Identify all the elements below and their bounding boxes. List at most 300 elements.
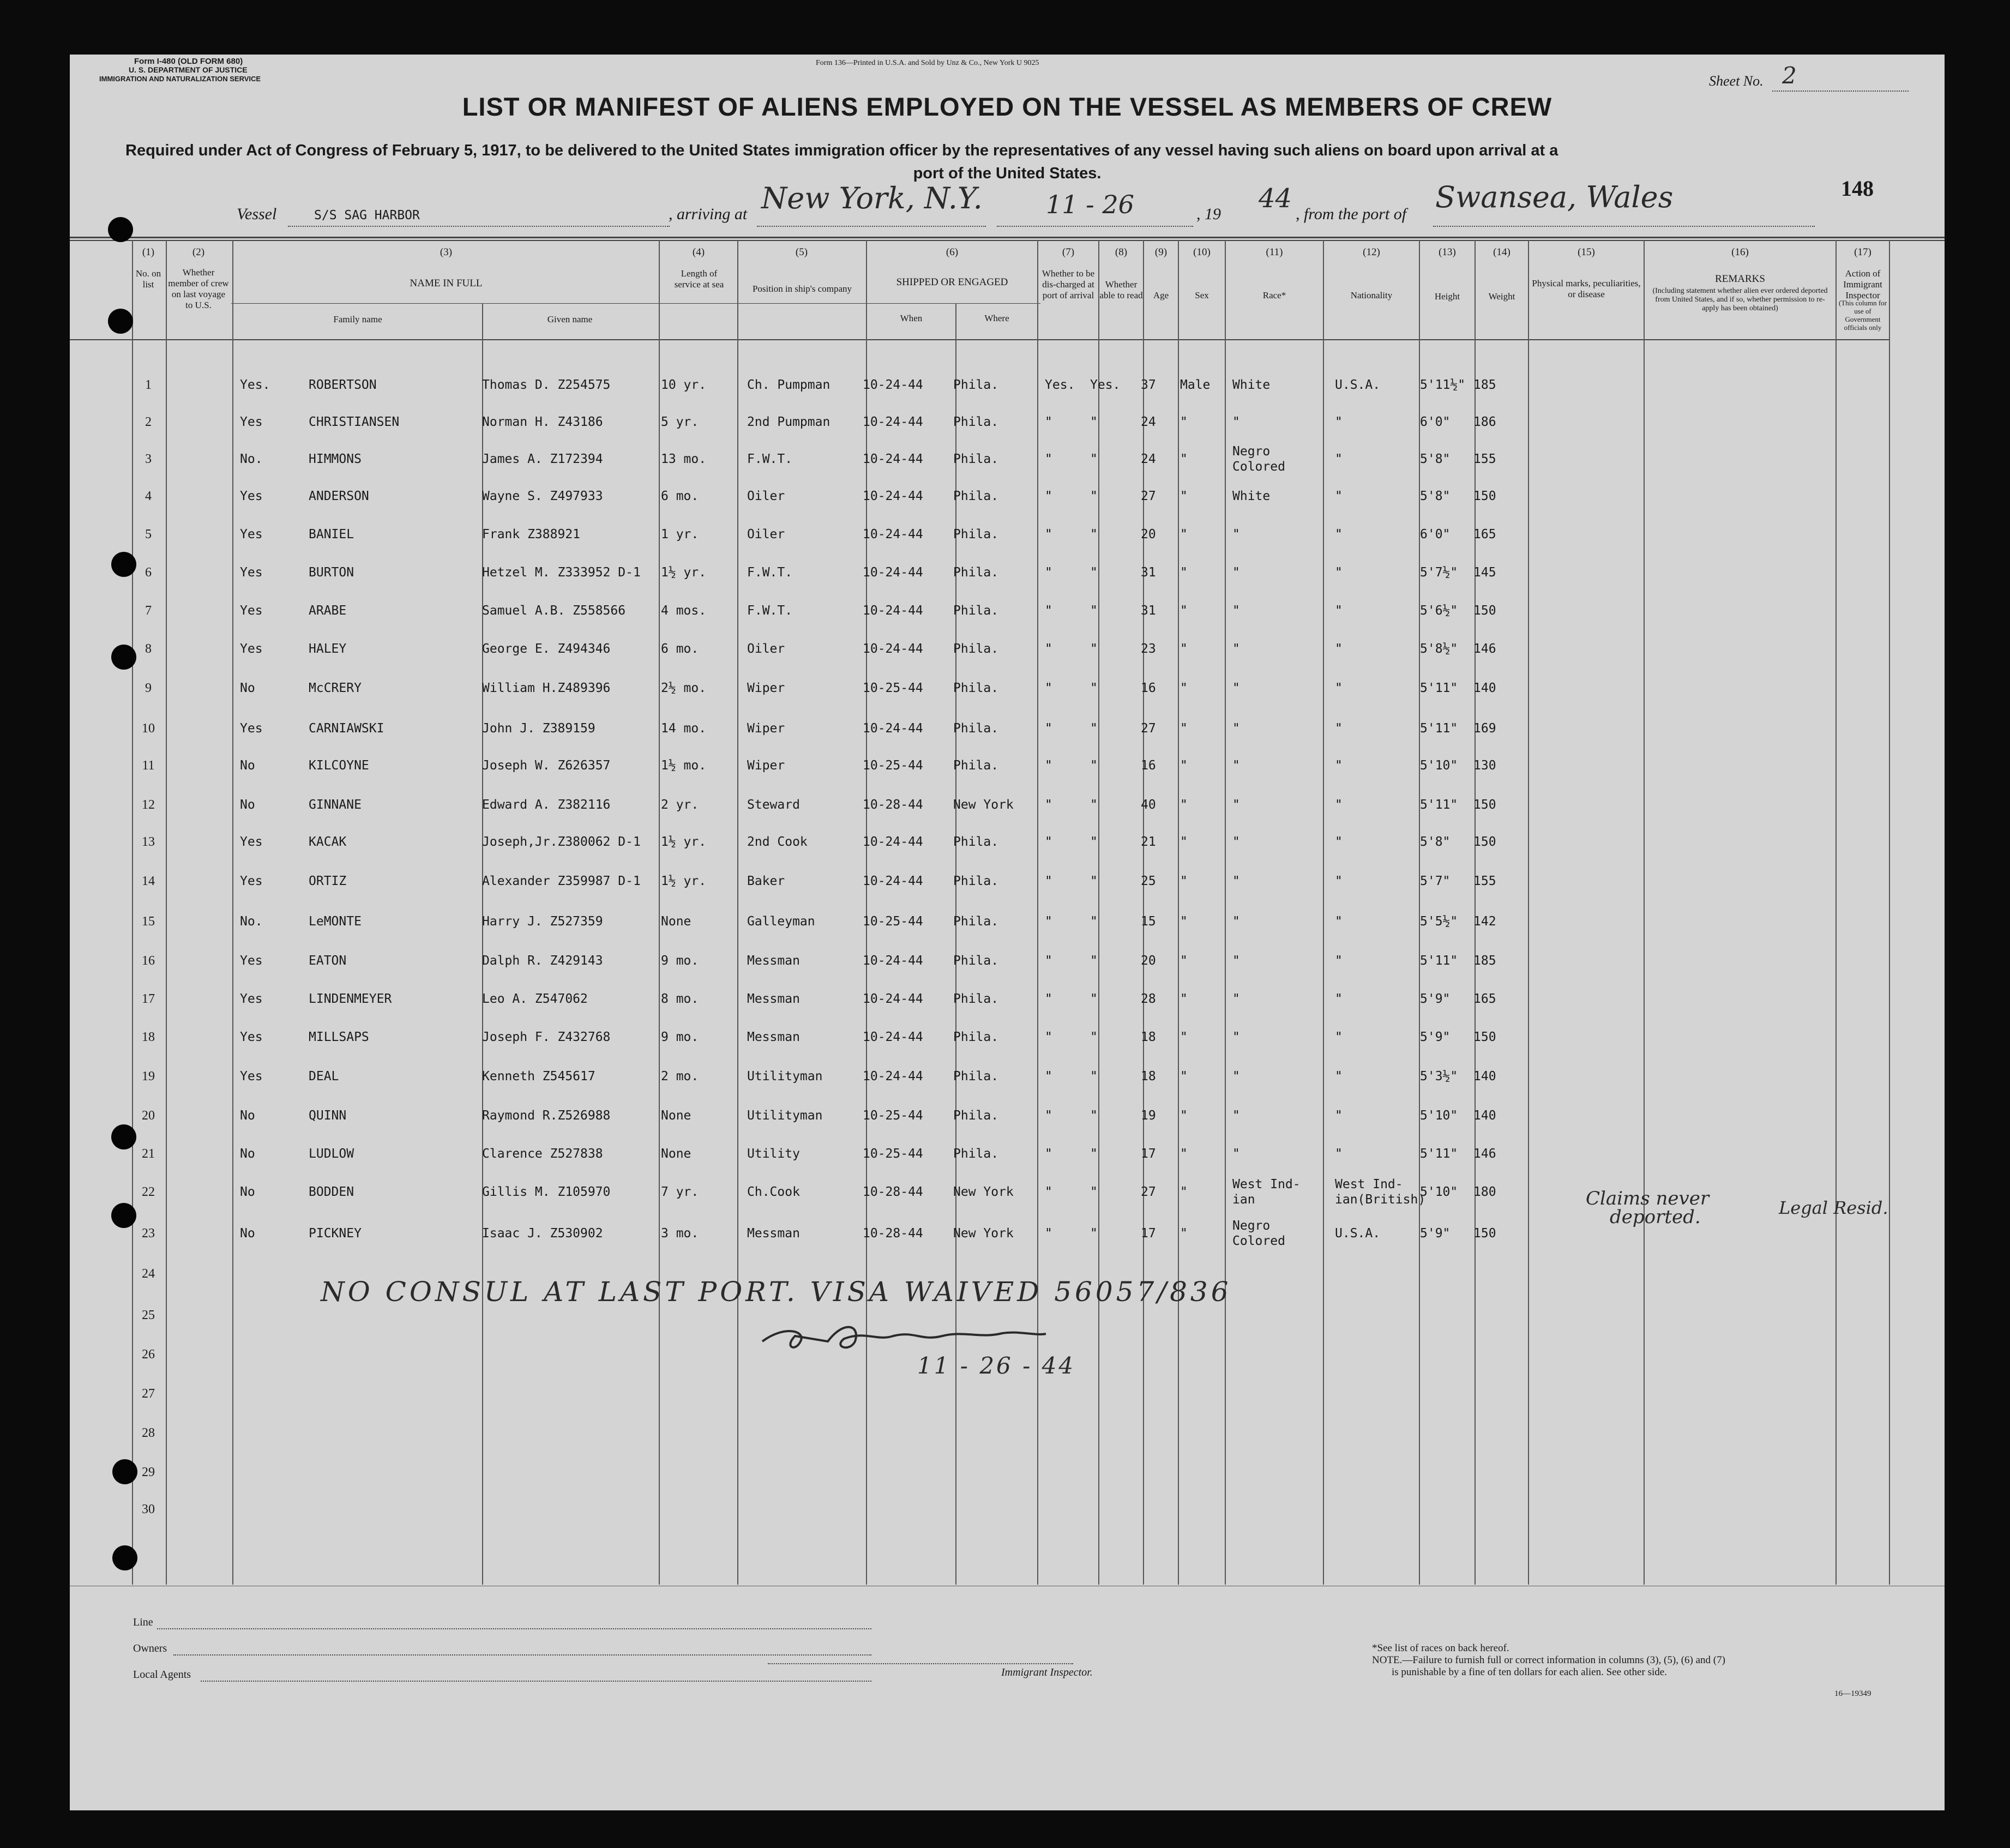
cell-height: 5'8": [1420, 489, 1451, 503]
cell-prev: Yes: [240, 604, 263, 618]
cell-given: John J. Z389159: [482, 721, 595, 736]
immigrant-inspector-label: Immigrant Inspector.: [1001, 1666, 1093, 1678]
races-note: *See list of races on back hereof.: [1372, 1642, 1509, 1654]
col-head-when: When: [900, 313, 923, 323]
cell-age: 20: [1141, 527, 1156, 541]
table-row: [70, 489, 1945, 510]
row-number: 2: [145, 415, 152, 429]
cell-read: ": [1090, 1226, 1098, 1241]
from-port-label: , from the port of: [1296, 205, 1407, 223]
cell-read: ": [1090, 874, 1098, 888]
cell-service: None: [661, 914, 691, 929]
col-num-6: (6): [946, 246, 959, 258]
col-num-12: (12): [1363, 246, 1380, 258]
cell-where: Phila.: [953, 759, 999, 773]
cell-discharged: ": [1045, 642, 1052, 656]
row-number: 13: [142, 835, 155, 849]
col-num-14: (14): [1493, 246, 1510, 258]
cell-age: 28: [1141, 992, 1156, 1006]
cell-sex: ": [1180, 415, 1188, 429]
cell-given: Frank Z388921: [482, 527, 581, 541]
cell-read: ": [1090, 681, 1098, 695]
cell-sex: ": [1180, 1069, 1188, 1083]
cell-given: Clarence Z527838: [482, 1147, 603, 1161]
cell-family: ARABE: [309, 604, 347, 618]
table-row: [70, 565, 1945, 587]
row-number: 7: [145, 604, 152, 618]
cell-family: HALEY: [309, 642, 347, 656]
fine-note-line-1: NOTE.—Failure to furnish full or correct information in columns (3), (5), (6) and (7): [1372, 1654, 1725, 1666]
cell-sex: ": [1180, 604, 1188, 618]
cell-height: 5'10": [1420, 1185, 1458, 1199]
cell-nationality: ": [1335, 1109, 1343, 1123]
cell-discharged: ": [1045, 759, 1052, 773]
table-row: [70, 1069, 1945, 1091]
cell-nationality: U.S.A.: [1335, 378, 1381, 392]
cell-position: Messman: [747, 1030, 800, 1044]
cell-given: Dalph R. Z429143: [482, 954, 603, 968]
cell-when: 10-24-44: [863, 835, 923, 849]
col-head-weight: Weight: [1488, 291, 1515, 302]
col-head-position: Position in ship's company: [752, 284, 852, 294]
cell-race: ": [1232, 954, 1240, 968]
cell-read: ": [1090, 798, 1098, 812]
cell-height: 5'6½": [1420, 604, 1458, 618]
cell-height: 5'10": [1420, 759, 1458, 773]
cell-when: 10-24-44: [863, 1069, 923, 1083]
col-num-4: (4): [692, 246, 705, 258]
cell-weight: 150: [1473, 604, 1496, 618]
cell-where: New York: [953, 798, 1014, 812]
binder-hole: [111, 1124, 136, 1149]
cell-family: ORTIZ: [309, 874, 347, 888]
cell-where: Phila.: [953, 415, 999, 429]
binder-hole: [111, 1203, 136, 1228]
cell-position: Oiler: [747, 527, 785, 541]
cell-prev: Yes: [240, 835, 263, 849]
cell-discharged: ": [1045, 1069, 1052, 1083]
cell-discharged: ": [1045, 1030, 1052, 1044]
cell-race: ": [1232, 642, 1240, 656]
cell-when: 10-28-44: [863, 1226, 923, 1241]
cell-where: Phila.: [953, 874, 999, 888]
cell-service: 1½ yr.: [661, 874, 707, 888]
col-num-15: (15): [1578, 246, 1595, 258]
col-head-discharged: Whether to be dis-charged at port of arrival: [1042, 268, 1095, 300]
row-number: 23: [142, 1226, 155, 1241]
cell-when: 10-25-44: [863, 681, 923, 695]
cell-race: ": [1232, 527, 1240, 541]
cell-where: Phila.: [953, 681, 999, 695]
row-number: 11: [142, 759, 155, 773]
cell-where: Phila.: [953, 1030, 999, 1044]
binder-hole: [111, 645, 136, 670]
col-head-read: Whether able to read: [1099, 279, 1143, 300]
cell-family: PICKNEY: [309, 1226, 362, 1241]
empty-row-number: 27: [142, 1387, 155, 1401]
subtitle-line-2: port of the United States.: [913, 165, 1102, 182]
cell-service: 1½ mo.: [661, 759, 707, 773]
cell-read: ": [1090, 835, 1098, 849]
cell-weight: 145: [1473, 565, 1496, 580]
cell-prev: Yes: [240, 992, 263, 1006]
fine-note-line-2: is punishable by a fine of ten dollars for each alien. See other side.: [1392, 1666, 1667, 1678]
cell-where: Phila.: [953, 604, 999, 618]
arrival-year: 44: [1259, 183, 1292, 214]
empty-row-number: 25: [142, 1308, 155, 1322]
binder-hole: [108, 309, 133, 334]
cell-weight: 165: [1473, 527, 1496, 541]
table-row: [70, 721, 1945, 743]
row-number: 22: [142, 1185, 155, 1199]
cell-weight: 180: [1473, 1185, 1496, 1199]
cell-where: Phila.: [953, 527, 999, 541]
table-row: [70, 444, 1945, 474]
cell-discharged: ": [1045, 914, 1052, 929]
cell-family: ANDERSON: [309, 489, 369, 503]
cell-age: 31: [1141, 565, 1156, 580]
cell-height: 5'11": [1420, 954, 1458, 968]
cell-height: 5'9": [1420, 1030, 1451, 1044]
cell-height: 5'11": [1420, 721, 1458, 736]
cell-nationality: ": [1335, 565, 1343, 580]
row-number: 9: [145, 681, 152, 695]
cell-service: 9 mo.: [661, 954, 699, 968]
cell-race: ": [1232, 1109, 1240, 1123]
cell-prev: Yes.: [240, 378, 270, 392]
empty-row-number: 26: [142, 1347, 155, 1362]
cell-given: Hetzel M. Z333952 D-1: [482, 565, 641, 580]
cell-family: MILLSAPS: [309, 1030, 369, 1044]
cell-read: ": [1090, 721, 1098, 736]
cell-when: 10-24-44: [863, 604, 923, 618]
cell-read: ": [1090, 489, 1098, 503]
cell-read: ": [1090, 1030, 1098, 1044]
cell-nationality: U.S.A.: [1335, 1226, 1381, 1241]
col-head-name: NAME IN FULL: [410, 278, 483, 289]
cell-nationality: ": [1335, 759, 1343, 773]
cell-weight: 155: [1473, 874, 1496, 888]
col-num-10: (10): [1193, 246, 1211, 258]
cell-nationality: ": [1335, 992, 1343, 1006]
cell-discharged: ": [1045, 1226, 1052, 1241]
cell-when: 10-24-44: [863, 415, 923, 429]
cell-race: White: [1232, 378, 1271, 392]
cell-race: ": [1232, 835, 1240, 849]
cell-race: ": [1232, 992, 1240, 1006]
cell-where: Phila.: [953, 489, 999, 503]
cell-discharged: ": [1045, 452, 1052, 466]
cell-nationality: ": [1335, 954, 1343, 968]
cell-service: 9 mo.: [661, 1030, 699, 1044]
table-row: [70, 914, 1945, 936]
binder-hole: [108, 217, 133, 242]
col-num-1: (1): [142, 246, 155, 258]
cell-weight: 150: [1473, 1030, 1496, 1044]
cell-height: 5'8½": [1420, 642, 1458, 656]
cell-height: 5'11": [1420, 798, 1458, 812]
row-number: 1: [145, 378, 152, 392]
cell-age: 17: [1141, 1226, 1156, 1241]
cell-read: ": [1090, 1147, 1098, 1161]
cell-prev: Yes: [240, 642, 263, 656]
cell-nationality: ": [1335, 874, 1343, 888]
cell-height: 5'7½": [1420, 565, 1458, 580]
cell-nationality: West Ind-: [1335, 1177, 1403, 1191]
cell-sex: ": [1180, 798, 1188, 812]
cell-sex: ": [1180, 1030, 1188, 1044]
cell-sex: ": [1180, 527, 1188, 541]
cell-age: 40: [1141, 798, 1156, 812]
cell-height: 5'11": [1420, 681, 1458, 695]
empty-row-number: 30: [142, 1502, 155, 1516]
cell-given: Joseph,Jr.Z380062 D-1: [482, 835, 641, 849]
col-head-sex: Sex: [1195, 290, 1209, 300]
cell-position: Oiler: [747, 489, 785, 503]
cell-prev: No: [240, 1109, 255, 1123]
cell-prev: No.: [240, 914, 263, 929]
cell-family: EATON: [309, 954, 347, 968]
cell-weight: 140: [1473, 1109, 1496, 1123]
sheet-label: Sheet No.: [1709, 73, 1764, 89]
cell-service: 2½ mo.: [661, 681, 707, 695]
cell-discharged: ": [1045, 721, 1052, 736]
cell-height: 5'5½": [1420, 914, 1458, 929]
col-head-family: Family name: [333, 314, 382, 324]
cell-age: 37: [1141, 378, 1156, 392]
empty-row-number: 28: [142, 1426, 155, 1440]
cell-prev: Yes: [240, 1030, 263, 1044]
cell-discharged: ": [1045, 954, 1052, 968]
cell-nationality: ": [1335, 415, 1343, 429]
cell-age: 17: [1141, 1147, 1156, 1161]
service-name: IMMIGRATION AND NATURALIZATION SERVICE: [99, 75, 261, 83]
cell-race: ": [1232, 1147, 1240, 1161]
cell-read: ": [1090, 527, 1098, 541]
cell-position: Utilityman: [747, 1109, 823, 1123]
cell-discharged: Yes.: [1045, 378, 1075, 392]
page-number: 148: [1841, 176, 1874, 201]
cell-nationality: ": [1335, 1147, 1343, 1161]
cell-prev: Yes: [240, 489, 263, 503]
cell-race: ": [1232, 565, 1240, 580]
sheet-number: 2: [1782, 62, 1797, 89]
line-label: Line: [133, 1616, 153, 1628]
row-number: 12: [142, 798, 155, 812]
col-num-7: (7): [1062, 246, 1075, 258]
cell-race-line-2: ian: [1232, 1193, 1255, 1207]
cell-nationality: ": [1335, 681, 1343, 695]
cell-height: 5'7": [1420, 874, 1451, 888]
cell-nationality: ": [1335, 452, 1343, 466]
cell-read: ": [1090, 914, 1098, 929]
cell-position: Galleyman: [747, 914, 815, 929]
cell-sex: ": [1180, 565, 1188, 580]
cell-position: Utility: [747, 1147, 800, 1161]
cell-position: F.W.T.: [747, 604, 793, 618]
cell-race: ": [1232, 798, 1240, 812]
owners-label: Owners: [133, 1642, 167, 1654]
cell-nationality: ": [1335, 798, 1343, 812]
table-row: [70, 1219, 1945, 1248]
cell-read: ": [1090, 1109, 1098, 1123]
cell-weight: 150: [1473, 489, 1496, 503]
cell-race: ": [1232, 681, 1240, 695]
arrival-date: 11 - 26: [1046, 190, 1134, 219]
cell-discharged: ": [1045, 992, 1052, 1006]
cell-read: ": [1090, 954, 1098, 968]
remark-row-22-line-1: Claims never: [1586, 1188, 1710, 1209]
cell-family: CHRISTIANSEN: [309, 415, 400, 429]
cell-height: 5'11½": [1420, 378, 1466, 392]
cell-given: Leo A. Z547062: [482, 992, 588, 1006]
cell-race: ": [1232, 874, 1240, 888]
cell-position: F.W.T.: [747, 452, 793, 466]
cell-sex: ": [1180, 452, 1188, 466]
col-head-remarks: REMARKS: [1715, 273, 1765, 285]
binder-hole: [111, 552, 136, 577]
cell-when: 10-24-44: [863, 378, 923, 392]
cell-sex: Male: [1180, 378, 1211, 392]
col-head-race: Race*: [1262, 290, 1286, 300]
cell-height: 6'0": [1420, 415, 1451, 429]
form-code: 16—19349: [1834, 1689, 1871, 1698]
arriving-at: New York, N.Y.: [761, 181, 983, 215]
cell-family: LeMONTE: [309, 914, 362, 929]
cell-race: ": [1232, 415, 1240, 429]
cell-family: BODDEN: [309, 1185, 354, 1199]
cell-sex: ": [1180, 489, 1188, 503]
cell-discharged: ": [1045, 1109, 1052, 1123]
cell-weight: 130: [1473, 759, 1496, 773]
cell-position: Messman: [747, 954, 800, 968]
cell-race: ": [1232, 721, 1240, 736]
cell-where: Phila.: [953, 378, 999, 392]
cell-service: 1½ yr.: [661, 835, 707, 849]
cell-when: 10-28-44: [863, 798, 923, 812]
cell-service: 10 yr.: [661, 378, 707, 392]
cell-discharged: ": [1045, 489, 1052, 503]
cell-prev: Yes: [240, 527, 263, 541]
cell-weight: 146: [1473, 1147, 1496, 1161]
col-num-17: (17): [1854, 246, 1871, 258]
from-port: Swansea, Wales: [1435, 180, 1674, 214]
cell-given: Thomas D. Z254575: [482, 378, 611, 392]
table-row: [70, 797, 1945, 819]
cell-discharged: ": [1045, 415, 1052, 429]
cell-discharged: ": [1045, 681, 1052, 695]
cell-where: Phila.: [953, 1069, 999, 1083]
cell-race: ": [1232, 1030, 1240, 1044]
table-row: [70, 641, 1945, 663]
col-head-action: Action of Immigrant Inspector: [1843, 268, 1882, 300]
cell-position: F.W.T.: [747, 565, 793, 580]
cell-read: ": [1090, 642, 1098, 656]
cell-weight: 165: [1473, 992, 1496, 1006]
row-number: 19: [142, 1069, 155, 1083]
cell-race: Negro: [1232, 444, 1271, 459]
cell-family: LINDENMEYER: [309, 992, 392, 1006]
cell-where: Phila.: [953, 1109, 999, 1123]
cell-discharged: ": [1045, 1185, 1052, 1199]
arriving-label: , arriving at: [669, 205, 748, 223]
cell-height: 5'10": [1420, 1109, 1458, 1123]
cell-discharged: ": [1045, 604, 1052, 618]
cell-when: 10-24-44: [863, 642, 923, 656]
cell-age: 23: [1141, 642, 1156, 656]
empty-row-number: 29: [142, 1465, 155, 1479]
cell-prev: No: [240, 1185, 255, 1199]
cell-given: Samuel A.B. Z558566: [482, 604, 626, 618]
col-head-shipped: SHIPPED OR ENGAGED: [896, 276, 1008, 288]
cell-position: Wiper: [747, 759, 785, 773]
cell-service: 5 yr.: [661, 415, 699, 429]
cell-weight: 169: [1473, 721, 1496, 736]
cell-family: GINNANE: [309, 798, 362, 812]
cell-sex: ": [1180, 1185, 1188, 1199]
cell-height: 5'3½": [1420, 1069, 1458, 1083]
cell-race: ": [1232, 914, 1240, 929]
cell-weight: 142: [1473, 914, 1496, 929]
cell-service: 6 mo.: [661, 642, 699, 656]
signature-date: 11 - 26 - 44: [917, 1352, 1076, 1379]
cell-age: 24: [1141, 415, 1156, 429]
col-num-8: (8): [1115, 246, 1128, 258]
cell-service: 14 mo.: [661, 721, 707, 736]
cell-where: Phila.: [953, 565, 999, 580]
department: U. S. DEPARTMENT OF JUSTICE: [129, 65, 248, 74]
form-number: Form I-480 (OLD FORM 680): [134, 57, 243, 66]
cell-age: 20: [1141, 954, 1156, 968]
cell-weight: 150: [1473, 1226, 1496, 1241]
cell-service: 6 mo.: [661, 489, 699, 503]
row-number: 14: [142, 874, 155, 888]
table-row: [70, 1030, 1945, 1051]
cell-service: 2 mo.: [661, 1069, 699, 1083]
cell-nationality: ": [1335, 721, 1343, 736]
cell-read: ": [1090, 1069, 1098, 1083]
cell-read: ": [1090, 604, 1098, 618]
table-row: [70, 953, 1945, 975]
row-number: 5: [145, 527, 152, 541]
row-number: 4: [145, 489, 152, 503]
col-num-2: (2): [192, 246, 205, 258]
col-head-age: Age: [1153, 290, 1169, 300]
cell-weight: 185: [1473, 954, 1496, 968]
cell-family: ROBERTSON: [309, 378, 377, 392]
cell-race: Negro: [1232, 1219, 1271, 1233]
table-row: [70, 414, 1945, 436]
cell-nationality: ": [1335, 835, 1343, 849]
col-head-where: Where: [984, 313, 1009, 323]
col-head-nationality: Nationality: [1350, 290, 1393, 300]
cell-prev: Yes: [240, 1069, 263, 1083]
cell-age: 16: [1141, 759, 1156, 773]
cell-given: Harry J. Z527359: [482, 914, 603, 929]
cell-nationality: ": [1335, 489, 1343, 503]
cell-where: Phila.: [953, 992, 999, 1006]
cell-race: ": [1232, 759, 1240, 773]
cell-height: 6'0": [1420, 527, 1451, 541]
cell-position: Messman: [747, 1226, 800, 1241]
cell-sex: ": [1180, 954, 1188, 968]
cell-race: ": [1232, 604, 1240, 618]
cell-service: 4 mos.: [661, 604, 707, 618]
cell-service: 1½ yr.: [661, 565, 707, 580]
cell-sex: ": [1180, 681, 1188, 695]
col-head-physical: Physical marks, peculiarities, or disease: [1532, 278, 1641, 299]
cell-when: 10-24-44: [863, 452, 923, 466]
